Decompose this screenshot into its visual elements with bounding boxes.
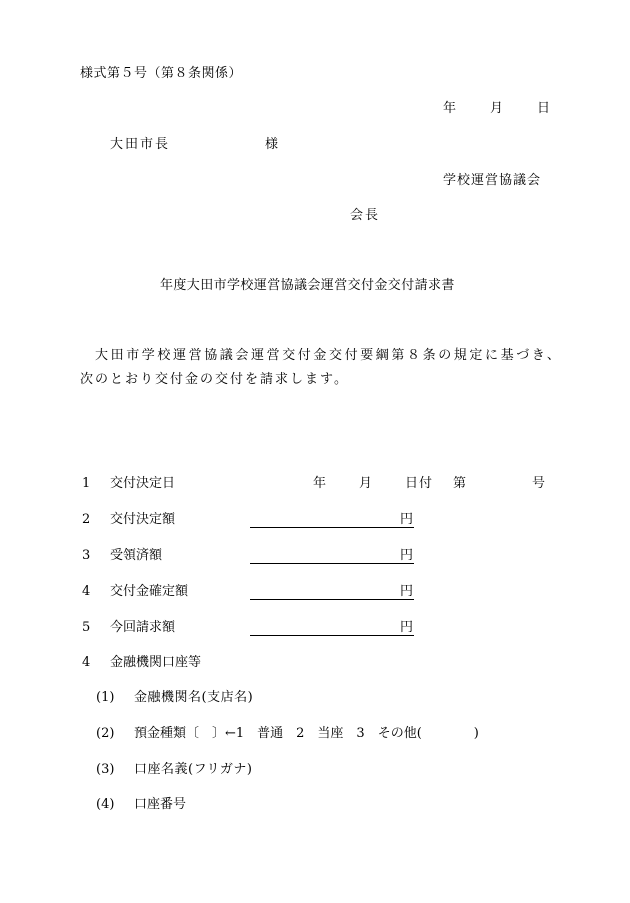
bank-number: 4 xyxy=(82,655,91,670)
body-line-2: 次のとおり交付金の交付を請求します。 xyxy=(80,372,349,387)
form-number: 様式第５号（第８条関係） xyxy=(80,66,243,81)
body-line-1: 大田市学校運営協議会運営交付金交付要綱第８条の規定に基づき、 xyxy=(95,348,563,363)
bank-sub-4-number: (4) xyxy=(96,797,115,812)
item-2-label: 交付決定額 xyxy=(110,512,176,527)
item-1-number: 1 xyxy=(82,476,91,491)
bank-sub-4-label: 口座番号 xyxy=(134,797,187,812)
bank-sub-3-number: (3) xyxy=(96,762,115,777)
bank-sub-1-number: (1) xyxy=(96,690,115,705)
item-5-amount-line xyxy=(250,635,414,636)
item-4-unit: 円 xyxy=(400,584,414,599)
sender-organization: 学校運営協議会 xyxy=(443,173,542,188)
document-title: 年度大田市学校運営協議会運営交付金交付請求書 xyxy=(160,278,455,293)
sender-role: 会長 xyxy=(350,208,381,223)
date-month: 月 xyxy=(490,101,504,116)
item-5-number: 5 xyxy=(82,620,91,635)
item-1-month: 月 xyxy=(359,476,373,491)
item-1-year: 年 xyxy=(313,476,327,491)
item-1-label: 交付決定日 xyxy=(110,476,176,491)
item-4-label: 交付金確定額 xyxy=(110,584,189,599)
item-2-amount-line xyxy=(250,527,414,528)
item-1-dated: 日付 xyxy=(405,476,434,491)
date-day: 日 xyxy=(537,101,551,116)
item-4-number: 4 xyxy=(82,584,91,599)
item-5-label: 今回請求額 xyxy=(110,620,176,635)
item-3-number: 3 xyxy=(82,548,91,563)
item-4-amount-line xyxy=(250,599,414,600)
item-1-go: 号 xyxy=(532,476,546,491)
bank-sub-2-number: (2) xyxy=(96,726,115,741)
bank-sub-2-label: 預金種類〔 〕←1 普通 2 当座 3 その他( ) xyxy=(134,726,479,741)
bank-sub-1-label: 金融機関名(支店名) xyxy=(134,690,254,705)
item-3-unit: 円 xyxy=(400,548,414,563)
item-5-unit: 円 xyxy=(400,620,414,635)
item-3-label: 受領済額 xyxy=(110,548,163,563)
addressee-honorific: 様 xyxy=(265,137,279,152)
item-2-unit: 円 xyxy=(400,512,414,527)
bank-sub-3-label: 口座名義(フリガナ) xyxy=(134,762,253,777)
date-year: 年 xyxy=(443,101,457,116)
addressee-name: 大田市長 xyxy=(110,137,171,152)
item-2-number: 2 xyxy=(82,512,91,527)
item-3-amount-line xyxy=(250,563,414,564)
bank-label: 金融機関口座等 xyxy=(110,655,202,670)
item-1-dai: 第 xyxy=(453,476,467,491)
